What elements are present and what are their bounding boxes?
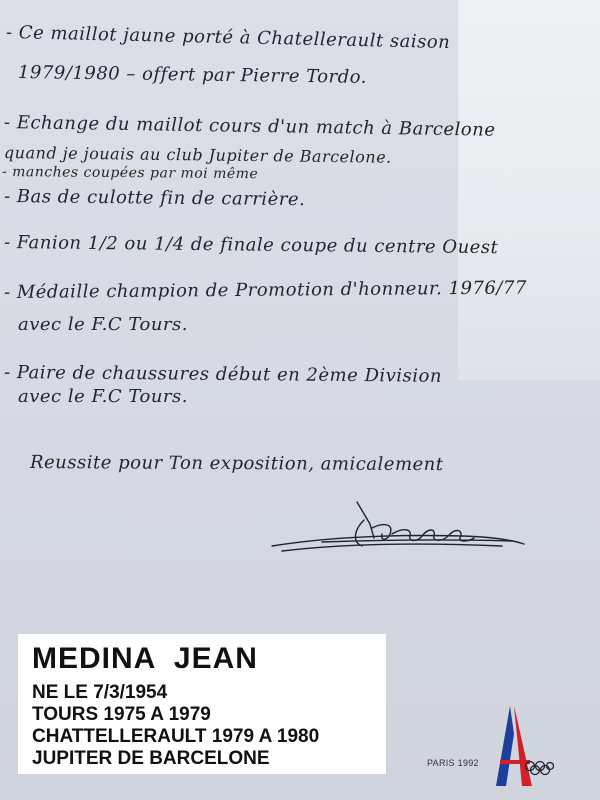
club-tours: TOURS 1975 A 1979 (32, 704, 211, 725)
note-line: avec le F.C Tours. (18, 386, 188, 407)
note-line: 1979/1980 – offert par Pierre Tordo. (17, 62, 368, 88)
note-line: - manches coupées par moi même (1, 164, 259, 183)
note-line: - Fanion 1/2 ou 1/4 de finale coupe du centre Ouest (3, 232, 499, 259)
signature (262, 494, 532, 564)
note-line: quand je jouais au club Jupiter de Barcelone. (3, 143, 392, 167)
player-name: MEDINA JEAN (32, 642, 258, 675)
note-line: - Bas de culotte fin de carrière. (3, 186, 306, 211)
note-line: - Ce maillot jaune porté à Chatellerault saison (5, 22, 451, 54)
note-line: - Médaille champion de Promotion d'honneur. 1976/77 (3, 277, 527, 303)
birth-date: NE LE 7/3/1954 (32, 682, 168, 703)
identity-label (18, 634, 386, 774)
club-chatellerault: CHATTELLERAULT 1979 A 1980 (32, 726, 320, 747)
club-jupiter: JUPITER DE BARCELONE (32, 748, 270, 769)
note-closing: Reussite pour Ton exposition, amicalement (29, 452, 444, 476)
note-line: - Echange du maillot cours d'un match à Barcelone (3, 112, 496, 141)
note-line: avec le F.C Tours. (18, 314, 188, 335)
note-line: - Paire de chaussures début en 2ème Division (3, 362, 443, 387)
paris-1992-text: PARIS 1992 (427, 758, 479, 768)
eiffel-olympic-logo-icon (474, 704, 554, 790)
